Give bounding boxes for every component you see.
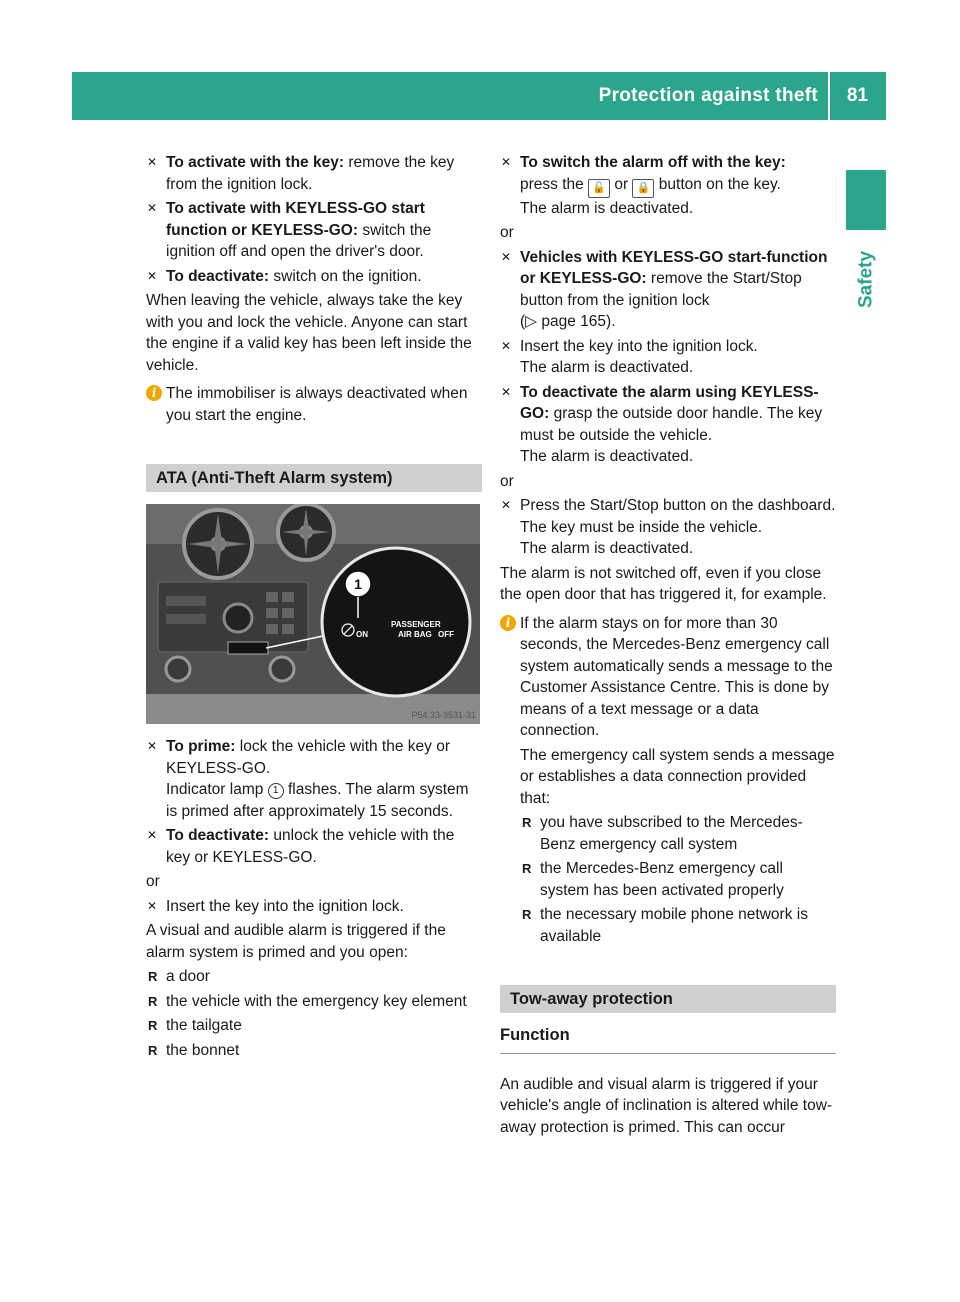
step-deactivate-keyless: ✕ To deactivate the alarm using KEYLESS-GO: grasp the outside door handle. The key must be outside the vehicle. The alarm is deactivated. xyxy=(500,382,836,468)
step-keyless-vehicles: ✕ Vehicles with KEYLESS-GO start-function or KEYLESS-GO: remove the Start/Stop button from the ignition lock (▷ page 165). xyxy=(500,247,836,333)
section-heading-ata: ATA (Anti-Theft Alarm system) xyxy=(146,464,482,492)
step-deactivate: ✕ To deactivate: switch on the ignition. xyxy=(146,266,482,288)
paragraph: When leaving the vehicle, always take the key with you and lock the vehicle. Anyone can start the engine if a valid key has been left inside the vehicle. xyxy=(146,292,472,374)
air-vent-icon xyxy=(184,510,252,578)
callout-1: 1 xyxy=(354,576,362,592)
lock-icon: 🔒 xyxy=(632,179,654,198)
header-bar xyxy=(72,72,886,120)
label-off: OFF xyxy=(438,630,454,639)
list-item: R the bonnet xyxy=(148,1041,240,1059)
list-item: R you have subscribed to the Mercedes-Benz emergency call system xyxy=(522,814,803,853)
unlock-icon: 🔓 xyxy=(588,179,610,198)
air-vent-icon xyxy=(278,504,334,560)
list-item: R the vehicle with the emergency key element xyxy=(148,992,467,1010)
subheading-function: Function xyxy=(500,1025,836,1054)
magnifier-inset xyxy=(322,548,470,696)
step-insert-key: ✕ Insert the key into the ignition lock. xyxy=(146,896,482,918)
page-number: 81 xyxy=(846,85,868,106)
list-item: R the necessary mobile phone network is available xyxy=(522,906,808,945)
list-item: R the tailgate xyxy=(148,1017,242,1034)
step-prime: ✕ To prime: lock the vehicle with the key or KEYLESS-GO. Indicator lamp 1 flashes. The alarm system is primed after approximately 15 seconds. xyxy=(146,736,482,822)
step-switch-off-key: ✕ To switch the alarm off with the key: press the 🔓 or 🔒 button on the key. The alarm is deactivated. xyxy=(500,152,836,219)
step-press-start-stop: ✕ Press the Start/Stop button on the dashboard. The key must be inside the vehicle. The alarm is deactivated. xyxy=(500,495,836,560)
label-on: ON xyxy=(356,630,368,639)
indicator-ref-1: 1 xyxy=(268,783,284,799)
chapter-label: Safety xyxy=(855,250,877,308)
list-item: R a door xyxy=(148,968,210,985)
page-ref-arrow-icon: ▷ xyxy=(525,313,538,330)
info-note: i The immobiliser is always deactivated when you start the engine. xyxy=(146,383,482,426)
info-icon: i xyxy=(146,385,162,401)
step-activate-key: ✕ To activate with the key: remove the key from the ignition lock. xyxy=(146,152,482,195)
page-title: Protection against theft xyxy=(598,85,818,106)
dashboard-photo xyxy=(146,504,480,724)
left-column xyxy=(146,152,482,1064)
label-passenger: PASSENGER xyxy=(391,620,441,629)
list-item: R the Mercedes-Benz emergency call system has been activated properly xyxy=(522,860,784,899)
step-insert-key: ✕ Insert the key into the ignition lock. The alarm is deactivated. xyxy=(500,336,836,379)
label-airbag: AIR BAG xyxy=(398,630,432,639)
paragraph: The alarm is not switched off, even if you close the open door that has triggered it, for example. xyxy=(500,564,827,603)
or-text: or xyxy=(146,873,160,890)
step-activate-keyless: ✕ To activate with KEYLESS-GO start function or KEYLESS-GO: switch the ignition off and open the driver's door. xyxy=(146,198,482,263)
header-divider xyxy=(828,72,830,120)
info-icon: i xyxy=(500,615,516,631)
chapter-tab xyxy=(846,170,886,230)
or-text: or xyxy=(500,472,514,490)
paragraph: An audible and visual alarm is triggered if your vehicle's angle of inclination is altered while tow-away protection is primed. This can occur xyxy=(500,1075,833,1136)
step-deactivate-alarm: ✕ To deactivate: unlock the vehicle with the key or KEYLESS-GO. xyxy=(146,825,482,868)
section-heading-tow: Tow-away protection xyxy=(500,985,836,1013)
dashboard-illustration xyxy=(146,504,480,724)
paragraph: A visual and audible alarm is triggered if the alarm system is primed and you open: xyxy=(146,922,446,961)
figure-code: P54.33-3531-31 xyxy=(411,710,476,720)
info-note: i If the alarm stays on for more than 30 seconds, the Mercedes-Benz emergency call system automatically sends a message to the Customer Assistance Centre. This is done by means of a text message or a data connection. The emergency call system sends a message or establishes a data connection provided that: R you have subscribed to the Mercedes-Benz emergency call system R the Mercedes-Benz emergency call system has been activated properly R the necessary mobile phone network is available xyxy=(500,613,836,948)
right-column xyxy=(500,152,836,1141)
or-text: or xyxy=(500,224,514,241)
